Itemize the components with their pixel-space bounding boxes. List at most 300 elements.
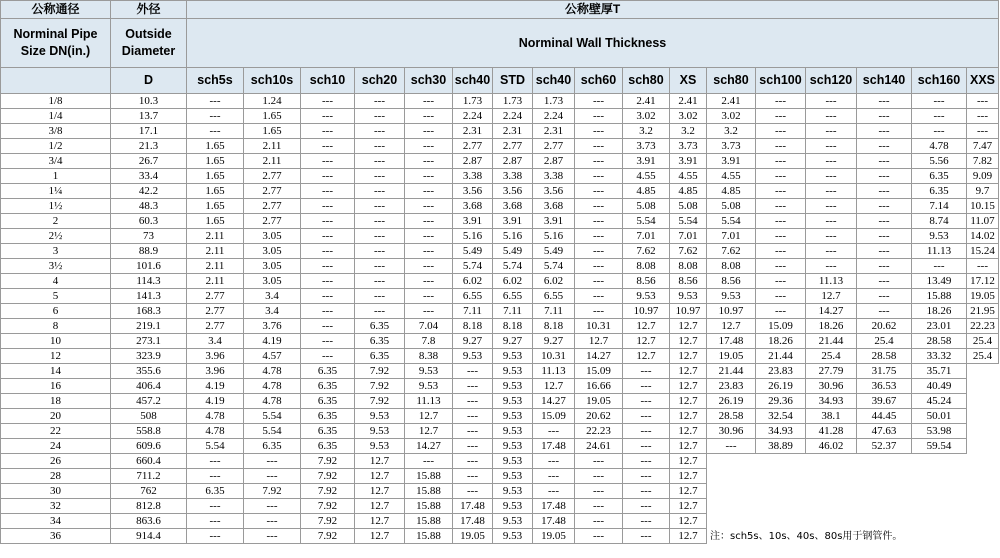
wall-thickness-cell: --- <box>301 109 355 124</box>
outside-diameter-cell: 73 <box>111 229 187 244</box>
wall-thickness-cell: 12.7 <box>670 409 707 424</box>
nominal-size-cell: 2½ <box>1 229 111 244</box>
wall-thickness-cell: 1.73 <box>493 94 533 109</box>
wall-thickness-cell: 30.96 <box>806 379 857 394</box>
wall-thickness-cell: 59.54 <box>912 439 967 454</box>
wall-thickness-cell: 25.4 <box>857 334 912 349</box>
outside-diameter-cell: 21.3 <box>111 139 187 154</box>
wall-thickness-cell: 5.74 <box>493 259 533 274</box>
wall-thickness-cell: 12.7 <box>355 469 405 484</box>
wall-thickness-cell: --- <box>623 394 670 409</box>
wall-thickness-cell: 11.13 <box>806 274 857 289</box>
wall-thickness-cell: 6.02 <box>493 274 533 289</box>
wall-thickness-cell: 2.77 <box>244 184 301 199</box>
nominal-size-cell: 3/4 <box>1 154 111 169</box>
wall-thickness-cell: --- <box>301 319 355 334</box>
wall-thickness-cell: --- <box>575 109 623 124</box>
wall-thickness-cell: 8.08 <box>623 259 670 274</box>
wall-thickness-cell: 11.07 <box>967 214 999 229</box>
wall-thickness-cell: 6.35 <box>355 349 405 364</box>
wall-thickness-cell: --- <box>806 244 857 259</box>
wall-thickness-cell: --- <box>301 169 355 184</box>
table-row <box>1 529 999 544</box>
wall-thickness-cell: 3.02 <box>707 109 756 124</box>
wall-thickness-cell: 4.78 <box>912 139 967 154</box>
wall-thickness-cell: 3.38 <box>453 169 493 184</box>
wall-thickness-cell: --- <box>453 424 493 439</box>
wall-thickness-cell: --- <box>756 229 806 244</box>
nominal-size-cell: 34 <box>1 514 111 529</box>
wall-thickness-cell: 6.35 <box>355 334 405 349</box>
wall-thickness-cell: 4.19 <box>244 334 301 349</box>
wall-thickness-cell: --- <box>301 274 355 289</box>
wall-thickness-cell: 12.7 <box>405 424 453 439</box>
table-row <box>1 439 999 454</box>
wall-thickness-cell: 1.65 <box>187 154 244 169</box>
wall-thickness-cell: 9.53 <box>707 289 756 304</box>
wall-thickness-cell: 2.41 <box>623 94 670 109</box>
outside-diameter-cell: 508 <box>111 409 187 424</box>
wall-thickness-cell: 4.85 <box>623 184 670 199</box>
wall-thickness-cell: 12.7 <box>623 334 670 349</box>
wall-thickness-cell: 23.83 <box>707 379 756 394</box>
wall-thickness-cell: 1.65 <box>187 184 244 199</box>
wall-thickness-cell: 12.7 <box>355 499 405 514</box>
outside-diameter-cell: 101.6 <box>111 259 187 274</box>
wall-thickness-cell: --- <box>575 214 623 229</box>
wall-thickness-cell: 4.78 <box>187 424 244 439</box>
wall-thickness-cell: --- <box>575 154 623 169</box>
table-row <box>1 94 999 109</box>
wall-thickness-cell: 23.83 <box>756 364 806 379</box>
wall-thickness-cell: 4.85 <box>670 184 707 199</box>
wall-thickness-cell: --- <box>912 124 967 139</box>
wall-thickness-cell: 7.01 <box>623 229 670 244</box>
column-header-10: XS <box>670 68 707 94</box>
table-row <box>1 124 999 139</box>
outside-diameter-cell: 17.1 <box>111 124 187 139</box>
wall-thickness-cell: --- <box>301 289 355 304</box>
wall-thickness-cell: 14.27 <box>806 304 857 319</box>
table-row <box>1 154 999 169</box>
wall-thickness-cell: --- <box>806 109 857 124</box>
wall-thickness-cell: --- <box>355 124 405 139</box>
wall-thickness-cell: 1.65 <box>187 214 244 229</box>
wall-thickness-cell: --- <box>355 184 405 199</box>
wall-thickness-cell: 3.96 <box>187 349 244 364</box>
wall-thickness-cell: 9.53 <box>355 424 405 439</box>
wall-thickness-cell: 10.15 <box>967 199 999 214</box>
wall-thickness-cell: --- <box>355 139 405 154</box>
table-row <box>1 184 999 199</box>
wall-thickness-cell: 32.54 <box>756 409 806 424</box>
nominal-size-cell: 3½ <box>1 259 111 274</box>
wall-thickness-cell: 38.1 <box>806 409 857 424</box>
wall-thickness-cell: --- <box>533 469 575 484</box>
wall-thickness-cell: --- <box>187 124 244 139</box>
wall-thickness-cell: --- <box>857 259 912 274</box>
wall-thickness-cell: --- <box>405 199 453 214</box>
outside-diameter-cell: 168.3 <box>111 304 187 319</box>
wall-thickness-cell: 19.05 <box>453 529 493 544</box>
wall-thickness-cell: --- <box>405 184 453 199</box>
wall-thickness-cell: --- <box>756 169 806 184</box>
nominal-size-cell: 30 <box>1 484 111 499</box>
wall-thickness-cell: --- <box>187 454 244 469</box>
wall-thickness-cell: --- <box>301 199 355 214</box>
table-row <box>1 259 999 274</box>
outside-diameter-cell: 609.6 <box>111 439 187 454</box>
wall-thickness-cell: 9.27 <box>493 334 533 349</box>
wall-thickness-cell: 12.7 <box>355 514 405 529</box>
wall-thickness-cell: 8.18 <box>493 319 533 334</box>
wall-thickness-cell: --- <box>405 109 453 124</box>
wall-thickness-cell: --- <box>453 439 493 454</box>
wall-thickness-cell: 4.85 <box>707 184 756 199</box>
wall-thickness-cell: 3.91 <box>493 214 533 229</box>
wall-thickness-cell: 5.49 <box>533 244 575 259</box>
outside-diameter-cell: 457.2 <box>111 394 187 409</box>
wall-thickness-cell: 9.53 <box>493 439 533 454</box>
wall-thickness-cell: 2.77 <box>187 304 244 319</box>
wall-thickness-cell: 10.97 <box>670 304 707 319</box>
wall-thickness-cell: 12.7 <box>575 334 623 349</box>
wall-thickness-cell: --- <box>405 154 453 169</box>
outside-diameter-cell: 711.2 <box>111 469 187 484</box>
wall-thickness-cell: 17.48 <box>453 499 493 514</box>
wall-thickness-cell: --- <box>533 484 575 499</box>
wall-thickness-cell: --- <box>575 274 623 289</box>
table-row <box>1 379 999 394</box>
od-header-en: Outside Diameter <box>111 19 187 68</box>
wall-thickness-cell: 2.11 <box>187 229 244 244</box>
wall-thickness-cell: 1.73 <box>453 94 493 109</box>
dn-header-en: Norminal Pipe Size DN(in.) <box>1 19 111 68</box>
empty-area <box>707 454 999 529</box>
wall-thickness-cell: 53.98 <box>912 424 967 439</box>
wall-thickness-cell: --- <box>806 199 857 214</box>
nominal-size-cell: 36 <box>1 529 111 544</box>
wall-thickness-cell: 5.08 <box>670 199 707 214</box>
wall-thickness-cell: --- <box>355 229 405 244</box>
wall-thickness-cell: 3.91 <box>707 154 756 169</box>
table-row <box>1 109 999 124</box>
wall-thickness-cell: 14.27 <box>533 394 575 409</box>
wall-thickness-cell: 7.11 <box>493 304 533 319</box>
wall-thickness-cell: 5.16 <box>453 229 493 244</box>
wall-thickness-cell: 5.56 <box>912 154 967 169</box>
nominal-size-cell: 1 <box>1 169 111 184</box>
wall-thickness-cell: 17.48 <box>453 514 493 529</box>
wall-thickness-cell: 3.68 <box>493 199 533 214</box>
wall-thickness-cell: --- <box>756 184 806 199</box>
table-row <box>1 229 999 244</box>
wall-thickness-cell: --- <box>756 199 806 214</box>
wall-thickness-cell: --- <box>756 244 806 259</box>
wall-thickness-cell: 3.38 <box>493 169 533 184</box>
wall-thickness-cell: --- <box>355 109 405 124</box>
wall-thickness-cell: 5.08 <box>623 199 670 214</box>
wall-thickness-cell: --- <box>857 124 912 139</box>
wall-thickness-cell: 6.35 <box>301 424 355 439</box>
wall-thickness-cell: --- <box>355 169 405 184</box>
wall-thickness-cell: --- <box>623 424 670 439</box>
wall-thickness-cell: --- <box>355 244 405 259</box>
wall-thickness-cell: 9.53 <box>912 229 967 244</box>
nominal-size-cell: 18 <box>1 394 111 409</box>
wall-thickness-cell: 7.01 <box>670 229 707 244</box>
wall-thickness-cell: 7.92 <box>355 394 405 409</box>
wall-thickness-cell: --- <box>355 154 405 169</box>
wall-thickness-cell: 5.49 <box>493 244 533 259</box>
dn-header-cn: 公称通径 <box>1 1 111 19</box>
wall-thickness-cell: 28.58 <box>857 349 912 364</box>
wall-thickness-cell: --- <box>806 229 857 244</box>
wall-thickness-cell: 4.57 <box>244 349 301 364</box>
column-header-6: STD <box>493 68 533 94</box>
wall-thickness-cell: 8.08 <box>707 259 756 274</box>
wall-thickness-cell: 3.56 <box>493 184 533 199</box>
wall-thickness-cell: --- <box>857 154 912 169</box>
wall-thickness-cell: --- <box>533 454 575 469</box>
wall-thickness-cell: 5.54 <box>244 424 301 439</box>
outside-diameter-cell: 26.7 <box>111 154 187 169</box>
wall-thickness-cell: 5.16 <box>533 229 575 244</box>
wall-thickness-cell: --- <box>405 214 453 229</box>
wall-thickness-cell: 2.77 <box>244 169 301 184</box>
wall-thickness-header-en: Norminal Wall Thickness <box>187 19 999 68</box>
wall-thickness-cell: --- <box>967 94 999 109</box>
wall-thickness-cell: --- <box>575 529 623 544</box>
wall-thickness-cell: --- <box>806 184 857 199</box>
table-row <box>1 139 999 154</box>
wall-thickness-cell: 6.35 <box>301 379 355 394</box>
wall-thickness-cell: 7.01 <box>707 229 756 244</box>
wall-thickness-cell: --- <box>405 289 453 304</box>
wall-thickness-cell: 7.11 <box>453 304 493 319</box>
wall-thickness-cell: --- <box>575 124 623 139</box>
wall-thickness-cell: --- <box>453 394 493 409</box>
wall-thickness-cell: --- <box>301 304 355 319</box>
wall-thickness-cell: 15.88 <box>405 499 453 514</box>
wall-thickness-cell: --- <box>623 364 670 379</box>
table-row <box>1 169 999 184</box>
wall-thickness-cell: 2.41 <box>670 94 707 109</box>
wall-thickness-cell: 6.02 <box>533 274 575 289</box>
wall-thickness-cell: 1.73 <box>533 94 575 109</box>
wall-thickness-cell: --- <box>623 499 670 514</box>
wall-thickness-cell: 9.53 <box>493 514 533 529</box>
wall-thickness-cell: 12.7 <box>670 349 707 364</box>
wall-thickness-cell: --- <box>187 94 244 109</box>
wall-thickness-cell: --- <box>355 289 405 304</box>
wall-thickness-cell: --- <box>244 469 301 484</box>
wall-thickness-cell: 11.13 <box>533 364 575 379</box>
column-header-16: XXS <box>967 68 999 94</box>
wall-thickness-cell: 2.11 <box>244 154 301 169</box>
nominal-size-cell: 1/4 <box>1 109 111 124</box>
wall-thickness-cell: 12.7 <box>670 484 707 499</box>
wall-thickness-cell: 3.73 <box>670 139 707 154</box>
wall-thickness-cell: 36.53 <box>857 379 912 394</box>
empty-cell <box>967 424 999 439</box>
footnote: 注：sch5s、10s、40s、80s用于钢管件。 <box>710 530 903 542</box>
wall-thickness-cell: --- <box>857 94 912 109</box>
wall-thickness-cell: --- <box>244 529 301 544</box>
wall-thickness-cell: 7.62 <box>623 244 670 259</box>
wall-thickness-cell: 3.96 <box>187 364 244 379</box>
wall-thickness-cell: 3.73 <box>623 139 670 154</box>
nominal-size-cell: 28 <box>1 469 111 484</box>
wall-thickness-cell: --- <box>575 514 623 529</box>
wall-thickness-cell: 2.77 <box>493 139 533 154</box>
wall-thickness-cell: --- <box>756 304 806 319</box>
table-row <box>1 349 999 364</box>
wall-thickness-cell: 12.7 <box>670 334 707 349</box>
wall-thickness-cell: 12.7 <box>623 349 670 364</box>
wall-thickness-cell: 24.61 <box>575 439 623 454</box>
column-header-7: sch40 <box>533 68 575 94</box>
wall-thickness-cell: 28.58 <box>707 409 756 424</box>
wall-thickness-cell: 2.41 <box>707 94 756 109</box>
wall-thickness-cell: 5.08 <box>707 199 756 214</box>
wall-thickness-cell: 9.53 <box>493 394 533 409</box>
wall-thickness-cell: --- <box>187 109 244 124</box>
wall-thickness-cell: 19.05 <box>707 349 756 364</box>
wall-thickness-cell: 2.77 <box>187 319 244 334</box>
wall-thickness-cell: 2.11 <box>244 139 301 154</box>
wall-thickness-cell: 1.65 <box>187 139 244 154</box>
wall-thickness-cell: 7.11 <box>533 304 575 319</box>
nominal-size-cell: 14 <box>1 364 111 379</box>
wall-thickness-cell: 21.44 <box>806 334 857 349</box>
table-row <box>1 364 999 379</box>
wall-thickness-cell: --- <box>857 139 912 154</box>
empty-cell <box>967 364 999 379</box>
table-row <box>1 319 999 334</box>
wall-thickness-cell: 7.92 <box>301 454 355 469</box>
wall-thickness-cell: 10.31 <box>575 319 623 334</box>
outside-diameter-cell: 114.3 <box>111 274 187 289</box>
wall-thickness-cell: --- <box>756 289 806 304</box>
wall-thickness-cell: --- <box>301 94 355 109</box>
wall-thickness-cell: 19.05 <box>967 289 999 304</box>
wall-thickness-cell: 15.09 <box>533 409 575 424</box>
nominal-size-cell: 1/2 <box>1 139 111 154</box>
wall-thickness-cell: 18.26 <box>806 319 857 334</box>
wall-thickness-cell: 11.13 <box>912 244 967 259</box>
wall-thickness-cell: 7.92 <box>301 469 355 484</box>
column-header-2: sch10 <box>301 68 355 94</box>
column-header-13: sch120 <box>806 68 857 94</box>
wall-thickness-cell: 10.31 <box>533 349 575 364</box>
wall-thickness-cell: 18.26 <box>912 304 967 319</box>
wall-thickness-cell: --- <box>967 259 999 274</box>
wall-thickness-cell: 7.14 <box>912 199 967 214</box>
wall-thickness-cell: 5.74 <box>533 259 575 274</box>
wall-thickness-cell: --- <box>857 229 912 244</box>
wall-thickness-cell: 25.4 <box>967 349 999 364</box>
wall-thickness-cell: --- <box>453 409 493 424</box>
nominal-size-cell: 1/8 <box>1 94 111 109</box>
wall-thickness-cell: --- <box>244 514 301 529</box>
wall-thickness-cell: 12.7 <box>355 484 405 499</box>
wall-thickness-cell: 21.95 <box>967 304 999 319</box>
column-header-8: sch60 <box>575 68 623 94</box>
wall-thickness-cell: 3.05 <box>244 244 301 259</box>
nominal-size-cell: 5 <box>1 289 111 304</box>
wall-thickness-cell: 7.47 <box>967 139 999 154</box>
wall-thickness-cell: 26.19 <box>756 379 806 394</box>
wall-thickness-cell: 29.36 <box>756 394 806 409</box>
wall-thickness-cell: 6.35 <box>355 319 405 334</box>
wall-thickness-cell: 5.54 <box>244 409 301 424</box>
table-row <box>1 304 999 319</box>
nominal-size-cell: 6 <box>1 304 111 319</box>
column-header-5: sch40 <box>453 68 493 94</box>
wall-thickness-cell: 9.53 <box>493 454 533 469</box>
wall-thickness-cell: --- <box>912 94 967 109</box>
wall-thickness-cell: 12.7 <box>623 319 670 334</box>
wall-thickness-cell: --- <box>244 499 301 514</box>
wall-thickness-cell: 6.35 <box>301 439 355 454</box>
wall-thickness-cell: --- <box>806 214 857 229</box>
wall-thickness-cell: 1.24 <box>244 94 301 109</box>
wall-thickness-cell: --- <box>857 304 912 319</box>
wall-thickness-cell: 12.7 <box>707 319 756 334</box>
wall-thickness-cell: --- <box>756 154 806 169</box>
wall-thickness-cell: 5.54 <box>707 214 756 229</box>
wall-thickness-cell: 5.49 <box>453 244 493 259</box>
wall-thickness-cell: 9.53 <box>405 364 453 379</box>
column-header-0: sch5s <box>187 68 244 94</box>
wall-thickness-cell: --- <box>756 94 806 109</box>
wall-thickness-cell: 9.53 <box>355 409 405 424</box>
wall-thickness-cell: 41.28 <box>806 424 857 439</box>
outside-diameter-cell: 273.1 <box>111 334 187 349</box>
wall-thickness-cell: 14.27 <box>575 349 623 364</box>
nominal-size-cell: 4 <box>1 274 111 289</box>
wall-thickness-cell: --- <box>857 244 912 259</box>
wall-thickness-cell: 6.02 <box>453 274 493 289</box>
wall-thickness-cell: 8.38 <box>405 349 453 364</box>
wall-thickness-cell: --- <box>301 349 355 364</box>
wall-thickness-cell: 2.31 <box>493 124 533 139</box>
wall-thickness-cell: 3.05 <box>244 229 301 244</box>
wall-thickness-cell: 7.62 <box>670 244 707 259</box>
wall-thickness-cell: 4.19 <box>187 379 244 394</box>
wall-thickness-cell: 12.7 <box>405 409 453 424</box>
wall-thickness-cell: --- <box>405 94 453 109</box>
wall-thickness-cell: 40.49 <box>912 379 967 394</box>
wall-thickness-cell: 17.12 <box>967 274 999 289</box>
wall-thickness-cell: 52.37 <box>857 439 912 454</box>
wall-thickness-cell: --- <box>575 229 623 244</box>
wall-thickness-cell: --- <box>453 469 493 484</box>
wall-thickness-cell: 3.68 <box>453 199 493 214</box>
table-row <box>1 454 999 469</box>
wall-thickness-cell: 1.65 <box>244 124 301 139</box>
wall-thickness-cell: 31.75 <box>857 364 912 379</box>
outside-diameter-cell: 60.3 <box>111 214 187 229</box>
wall-thickness-cell: 33.32 <box>912 349 967 364</box>
wall-thickness-cell: 4.19 <box>187 394 244 409</box>
wall-thickness-cell: --- <box>405 274 453 289</box>
wall-thickness-cell: --- <box>756 139 806 154</box>
wall-thickness-cell: 3.56 <box>453 184 493 199</box>
table-row <box>1 424 999 439</box>
wall-thickness-cell: 45.24 <box>912 394 967 409</box>
